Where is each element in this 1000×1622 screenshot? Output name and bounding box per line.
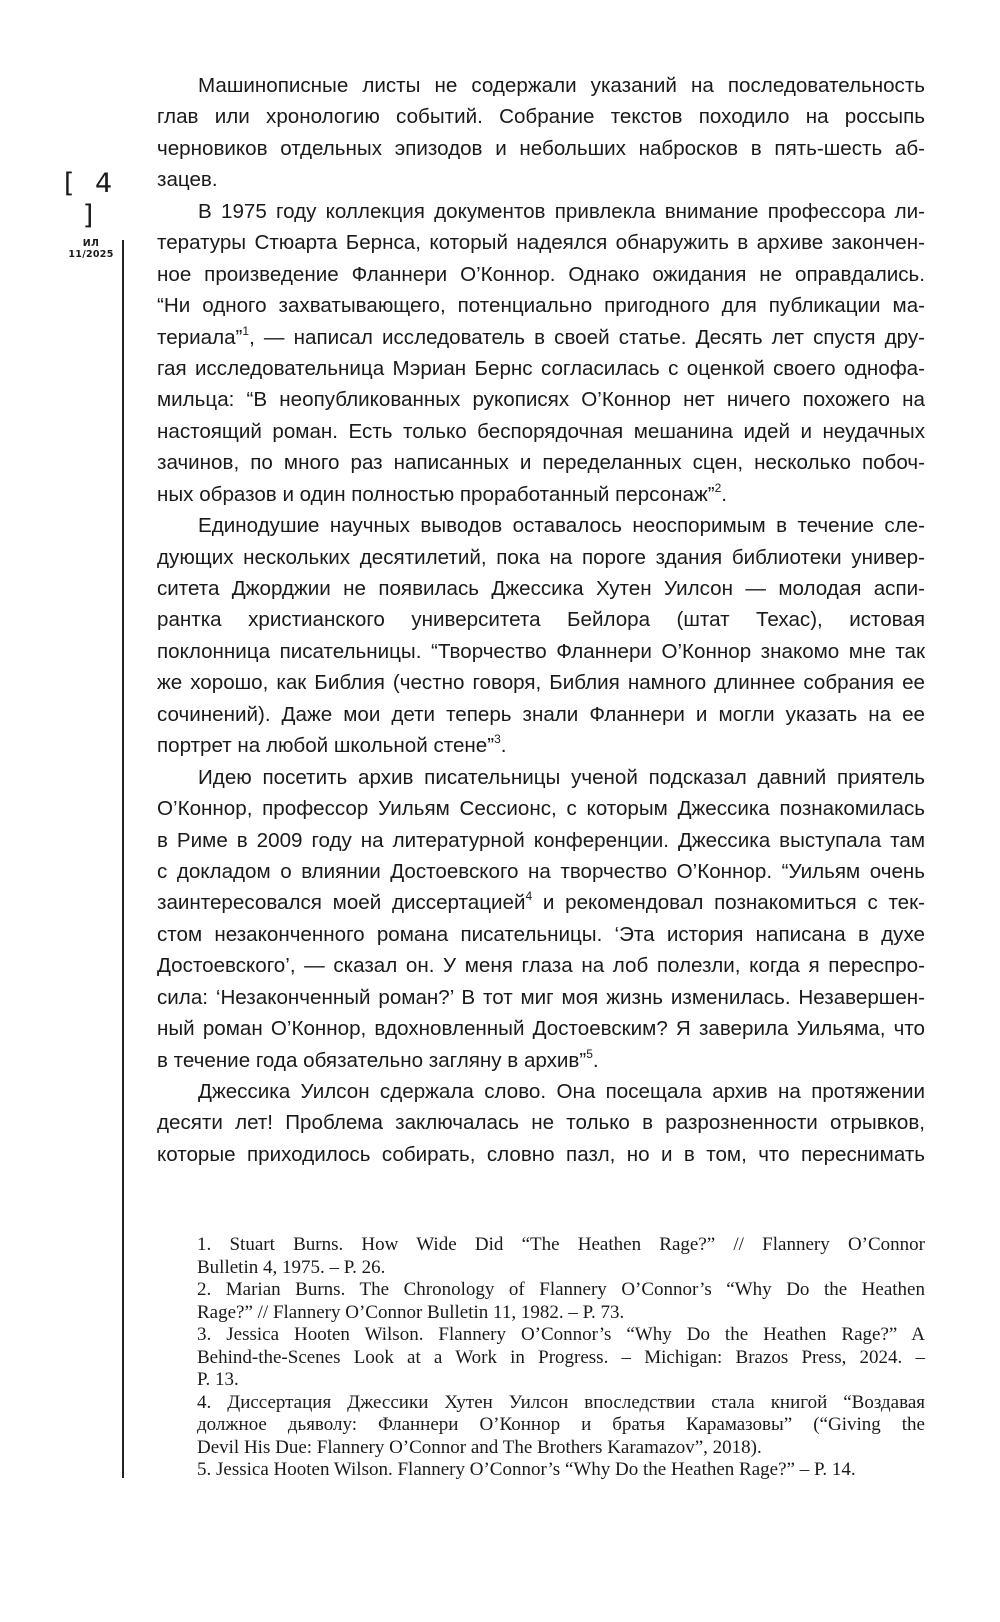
paragraph bbox=[157, 1076, 925, 1170]
text-line: Достоевского’, — сказал он. У меня глаза на лоб полезли, когда я переспро- bbox=[157, 954, 925, 978]
text-line: десяти лет! Проблема заключалась не только в разрозненности отрывков, bbox=[157, 1111, 925, 1135]
page-marker bbox=[60, 168, 122, 260]
issue-label: ИЛ 11/2025 bbox=[68, 238, 114, 260]
footnote-line: Behind-the-Scenes Look at a Work in Progress. – Michigan: Brazos Press, 2024. – bbox=[197, 1346, 925, 1368]
footnote bbox=[197, 1279, 925, 1324]
text-line: дующих нескольких десятилетий, пока на пороге здания библиотеки универ- bbox=[157, 545, 925, 569]
footnote-line: Devil His Due: Flannery O’Connor and The Brothers Karamazov”, 2018). bbox=[197, 1436, 762, 1458]
footnote-line: Bulletin 4, 1975. – P. 26. bbox=[197, 1256, 386, 1278]
text-line: тературы Стюарта Бернса, который надеялся обнаружить в архиве закончен- bbox=[157, 231, 925, 255]
article-body bbox=[157, 70, 925, 1170]
text-line: же хорошо, как Библия (честно говоря, Библия намного длиннее собрания ее bbox=[157, 671, 925, 695]
text-line: Джессика Уилсон сдержала слово. Она посещала архив на протяжении bbox=[198, 1080, 925, 1103]
text-line: “Ни одного захватывающего, потенциально пригодного для публикации ма- bbox=[157, 294, 925, 318]
footnote bbox=[197, 1459, 925, 1482]
text-segment: в течение года обязательно загляну в архив” bbox=[157, 1048, 587, 1072]
text-line: ный роман О’Коннор, вдохновленный Достоевским? Я заверила Уильяма, что bbox=[157, 1017, 925, 1041]
footnote-line: должное дьяволу: Фланнери О’Коннор и братья Карамазовы” (“Giving the bbox=[197, 1414, 925, 1435]
text-segment: . bbox=[721, 482, 728, 506]
text-segment: и рекомендовал познакомиться с тек- bbox=[532, 891, 925, 915]
footnotes bbox=[197, 1234, 925, 1482]
text-line: ситета Джорджии не появилась Джессика Хутен Уилсон — молодая аспи- bbox=[157, 577, 925, 600]
text-line: с докладом о влиянии Достоевского на творчество О’Коннор. “Уильям очень bbox=[157, 859, 925, 883]
footnote-marker: 1 bbox=[242, 323, 250, 338]
text-segment: ных образов и один полностью проработанный персонаж” bbox=[157, 482, 715, 506]
text-segment: портрет на любой школьной стене” bbox=[157, 734, 495, 758]
text-line: О’Коннор, профессор Уильям Сессионс, с которым Джессика познакомилась bbox=[157, 797, 925, 821]
text-line: поклонница писательницы. “Творчество Фланнери О’Коннор знакомо мне так bbox=[157, 639, 925, 663]
text-line: которые приходилось собирать, словно пазл, но и в том, что переснимать bbox=[157, 1142, 925, 1166]
paragraph bbox=[157, 762, 925, 1076]
text-line bbox=[157, 479, 925, 510]
text-line: рантка христианского университета Бейлора (штат Техас), истовая bbox=[157, 608, 925, 632]
footnote-marker: 4 bbox=[525, 889, 533, 904]
paragraph bbox=[157, 510, 925, 762]
footnote-marker: 2 bbox=[714, 480, 722, 495]
text-line: зацев. bbox=[157, 168, 218, 192]
text-line: Идею посетить архив писательницы ученой подсказал давний приятель bbox=[198, 765, 925, 789]
margin-rule bbox=[122, 240, 124, 1478]
footnote-line: 2. Marian Burns. The Chronology of Flannery O’Connor’s “Why Do the Heathen bbox=[197, 1279, 925, 1300]
text-line: гая исследовательница Мэриан Бернс согласилась с оценкой своего однофа- bbox=[157, 356, 925, 380]
text-line: зачинов, по много раз написанных и переделанных сцен, несколько побоч- bbox=[157, 451, 925, 475]
footnote-line: 1. Stuart Burns. How Wide Did “The Heathen Rage?” // Flannery O’Connor bbox=[197, 1234, 925, 1255]
footnote bbox=[197, 1392, 925, 1460]
footnote-line: 4. Диссертация Джессики Хутен Уилсон впоследствии стала книгой “Воздавая bbox=[197, 1391, 925, 1413]
text-line: ное произведение Фланнери О’Коннор. Однако ожидания не оправдались. bbox=[157, 262, 925, 286]
text-segment: . bbox=[500, 734, 507, 758]
text-line: глав или хронологию событий. Собрание текстов походило на россыпь bbox=[157, 105, 925, 129]
text-line: Машинописные листы не содержали указаний на последовательность bbox=[198, 74, 925, 97]
text-line: настоящий роман. Есть только беспорядочная мешанина идей и неудачных bbox=[157, 419, 925, 443]
footnote-line: P. 13. bbox=[197, 1369, 239, 1390]
text-line: черновиков отдельных эпизодов и небольших набросков в пять-шесть аб- bbox=[157, 136, 925, 160]
footnote-marker: 5 bbox=[586, 1046, 593, 1061]
text-segment: , — написал исследователь в своей статье. Десять лет спустя дру- bbox=[249, 325, 925, 349]
text-line bbox=[157, 887, 925, 918]
text-line: В 1975 году коллекция документов привлекла внимание профессора ли- bbox=[198, 199, 925, 223]
footnote-line: 3. Jessica Hooten Wilson. Flannery O’Connor’s “Why Do the Heathen Rage?” A bbox=[197, 1324, 925, 1345]
page-number: [ 4 ] bbox=[63, 168, 119, 231]
footnote-line: 5. Jessica Hooten Wilson. Flannery O’Connor’s “Why Do the Heathen Rage?” – P. 14. bbox=[197, 1459, 856, 1480]
paragraph bbox=[157, 70, 925, 196]
text-line bbox=[157, 730, 925, 761]
text-line: мильца: “В неопубликованных рукописях О’Коннор нет ничего похожего на bbox=[157, 388, 925, 412]
text-line: в Риме в 2009 году на литературной конференции. Джессика выступала там bbox=[157, 828, 925, 852]
footnote bbox=[197, 1324, 925, 1392]
text-segment: териала” bbox=[157, 325, 243, 349]
text-line: Единодушие научных выводов оставалось неоспоримым в течение сле- bbox=[198, 514, 925, 538]
footnote-line: Rage?” // Flannery O’Connor Bulletin 11, 1982. – P. 73. bbox=[197, 1301, 625, 1323]
text-line bbox=[157, 322, 925, 353]
text-line: сочинений). Даже мои дети теперь знали Фланнери и могли указать на ее bbox=[157, 702, 925, 726]
text-segment: заинтересовался моей диссертацией bbox=[157, 891, 526, 915]
footnote-marker: 3 bbox=[494, 732, 501, 747]
paragraph bbox=[157, 196, 925, 510]
text-line: стом незаконченного романа писательницы. ‘Эта история написана в духе bbox=[157, 922, 925, 946]
text-line bbox=[157, 1045, 925, 1076]
text-line: сила: ‘Незаконченный роман?’ В тот миг моя жизнь изменилась. Незавершен- bbox=[157, 985, 925, 1009]
footnote bbox=[197, 1234, 925, 1279]
text-segment: . bbox=[592, 1048, 599, 1072]
